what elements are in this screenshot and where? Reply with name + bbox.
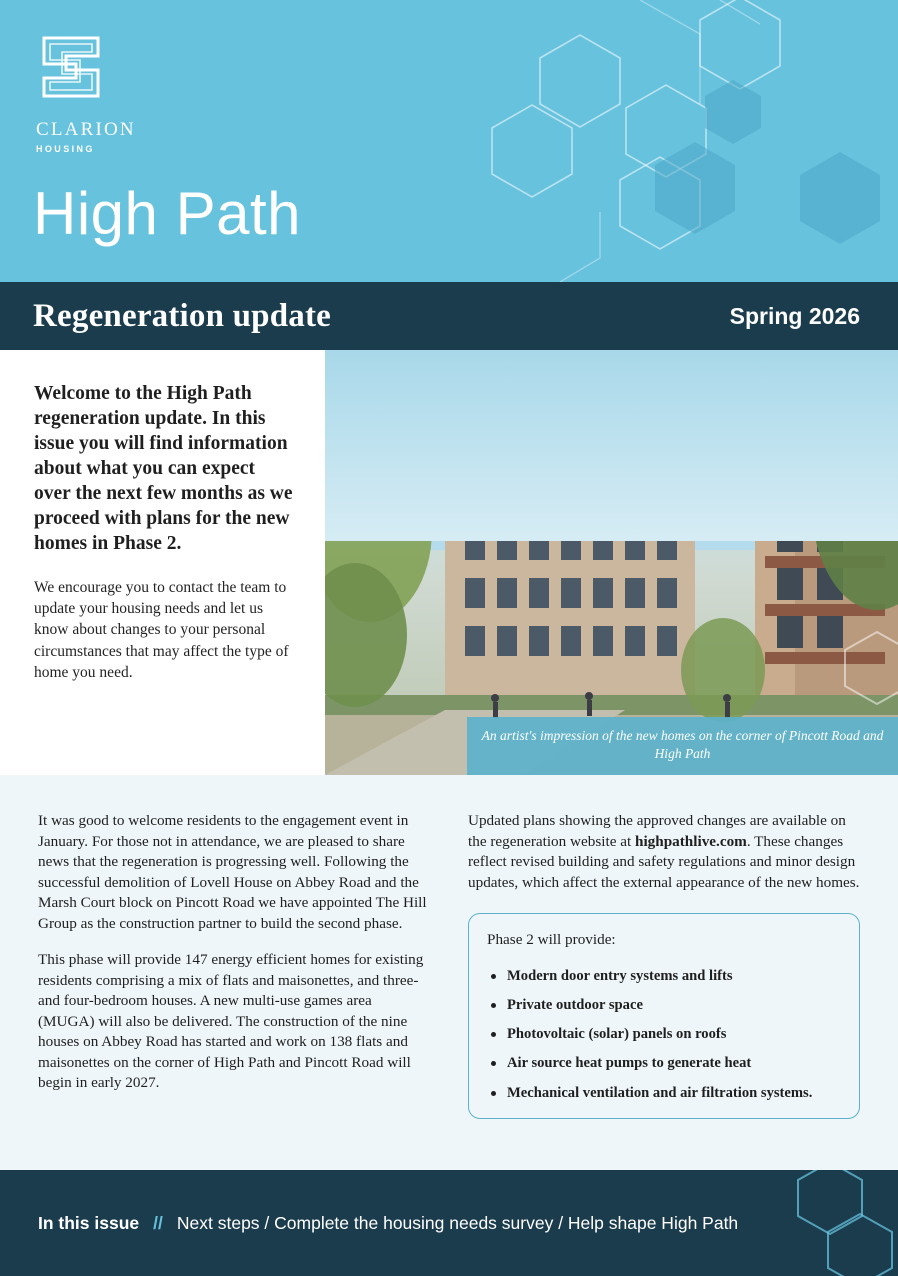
intro-text-column [0,350,325,775]
footer-separator: // [153,1212,163,1233]
brand-name: CLARION [36,119,136,140]
right-paragraph-after: . These changes reflect revised building and safety regulations and minor design updates, which affect the external appearance of the new homes. [468,832,860,891]
intro-body-paragraph: We encourage you to contact the team to update your housing needs and let us know about changes to your personal circumstances that may affect the type of home you need. [34,578,289,682]
right-paragraph-before: Updated plans showing the approved changes are available on the regeneration website at [468,812,846,850]
left-paragraph-1: It was good to welcome residents to the engagement event in January. For those not in attendance, we are pleased to share news that the regeneration is progressing well. Following the successful demolition of Lovell House on Abbey Road and the Marsh Court block on Pincott Road we have appointed The Hill Group as the construction partner to build the second phase. [38,812,427,932]
brand-sub: HOUSING [36,144,95,154]
left-column [38,811,430,1170]
list-item: Mechanical ventilation and air filtration systems. [487,1084,841,1102]
right-paragraph [468,811,860,893]
brand-logo [36,26,186,154]
hero-image [325,350,898,775]
issue-date: Spring 2026 [729,302,860,329]
panel-list [487,967,841,1102]
main-content [0,775,898,1170]
intro-section [0,350,898,775]
page-title: Regeneration update [33,297,332,334]
intro-lead-paragraph: Welcome to the High Path regeneration update. In this issue you will find information about what you can expect over the next few months as we proceed with plans for the new homes in Phase 2. [34,383,293,554]
hero-caption: An artist's impression of the new homes on the corner of Pincott Road and High Path [467,717,898,775]
list-item: Air source heat pumps to generate heat [487,1054,841,1072]
list-item: Private outdoor space [487,996,841,1014]
left-paragraph-2: This phase will provide 147 energy efficient homes for existing residents comprising a mix of flats and maisonettes, and three- and four-bedroom houses. A new multi-use games area (MUGA) will also be delivered. The construction of the nine houses on Abbey Road has started and work on 138 flats and maisonettes on the corner of High Path and Pincott Road will begin in early 2027. [38,951,424,1092]
page-footer [0,1170,898,1276]
masthead-title: High Path [33,180,301,247]
right-column [468,811,860,1170]
list-item: Photovoltaic (solar) panels on roofs [487,1025,841,1043]
list-item: Modern door entry systems and lifts [487,967,841,985]
panel-title: Phase 2 will provide: [487,931,616,949]
phase2-panel [468,913,860,1119]
page-header [0,0,898,282]
clarion-cube-logo-icon [36,26,110,104]
title-bar [0,282,898,350]
website-link[interactable]: highpathlive.com [635,832,747,850]
footer-items: Next steps / Complete the housing needs survey / Help shape High Path [176,1212,739,1233]
footer-label: In this issue [38,1212,140,1233]
